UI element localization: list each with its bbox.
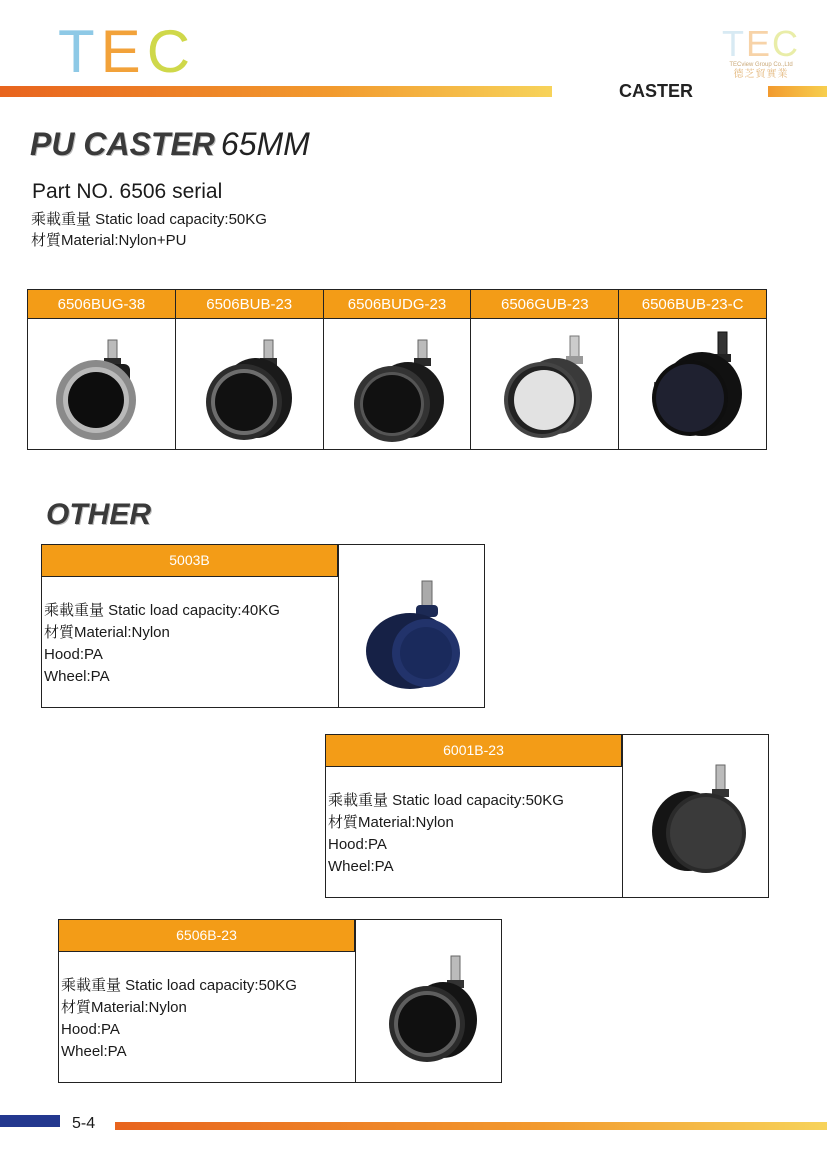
product-table	[27, 289, 767, 450]
caster-wheel-image	[342, 322, 452, 442]
other-product-specs	[61, 975, 297, 1063]
other-product-code: 5003B	[42, 545, 338, 577]
other-product-box-6506b-23	[58, 919, 502, 1083]
caster-wheel-image	[638, 322, 748, 442]
other-product-image-cell	[338, 545, 485, 707]
spec-line: 材質Material:Nylon	[328, 814, 454, 831]
caster-wheel-image	[636, 751, 756, 881]
product-image-cell	[471, 319, 619, 450]
caster-wheel-image	[369, 936, 489, 1066]
product-code-header: 6506BUB-23-C	[619, 290, 767, 319]
footer-gradient-bar	[115, 1122, 827, 1130]
title-size: 65MM	[220, 126, 310, 162]
page-number: 5-4	[72, 1115, 96, 1132]
spec-line: 材質Material:Nylon	[44, 624, 170, 641]
product-code-header: 6506BUDG-23	[323, 290, 471, 319]
spec-line: 材質Material:Nylon	[61, 999, 187, 1016]
page-title	[30, 126, 310, 163]
tec-mini-logo: TEC TECview Group Co.,Ltd 德芝貿實業	[721, 23, 800, 80]
caster-wheel-image	[46, 322, 156, 442]
other-product-image-cell	[355, 920, 502, 1082]
spec-line: Wheel:PA	[328, 858, 394, 875]
product-image-cell	[619, 319, 767, 450]
mini-logo-chinese: 德芝貿實業	[733, 69, 789, 80]
product-code-header: 6506BUG-38	[28, 290, 176, 319]
part-number: Part NO. 6506 serial	[32, 180, 223, 203]
product-code-header: 6506GUB-23	[471, 290, 619, 319]
title-main: PU CASTER	[30, 126, 215, 162]
tec-logo: TEC	[58, 18, 197, 85]
other-product-code: 6506B-23	[59, 920, 355, 952]
spec-line: Wheel:PA	[61, 1043, 127, 1060]
product-image-cell	[323, 319, 471, 450]
spec-line: 乘載重量 Static load capacity:40KG	[44, 602, 280, 619]
product-code-header: 6506BUB-23	[175, 290, 323, 319]
spec-material: 材質Material:Nylon+PU	[31, 232, 187, 249]
other-product-specs	[44, 600, 280, 688]
spec-line: Hood:PA	[61, 1021, 120, 1038]
spec-line: 乘載重量 Static load capacity:50KG	[61, 977, 297, 994]
mini-logo-subtitle: TECview Group Co.,Ltd	[729, 62, 793, 68]
header-gradient-bar	[0, 86, 552, 97]
other-product-image-cell	[622, 735, 769, 897]
section-label: CASTER	[619, 81, 694, 101]
other-product-specs	[328, 790, 564, 878]
caster-wheel-image	[490, 322, 600, 442]
product-image-cell	[28, 319, 176, 450]
spec-load: 乘載重量 Static load capacity:50KG	[31, 211, 267, 228]
product-image-cell	[175, 319, 323, 450]
caster-wheel-image	[194, 322, 304, 442]
header-gradient-bar-right	[768, 86, 827, 97]
spec-line: Hood:PA	[328, 836, 387, 853]
spec-line: Hood:PA	[44, 646, 103, 663]
spec-line: 乘載重量 Static load capacity:50KG	[328, 792, 564, 809]
other-product-box-5003b	[41, 544, 485, 708]
other-title: OTHER	[46, 498, 151, 531]
caster-wheel-image	[352, 561, 472, 691]
other-product-box-6001b-23	[325, 734, 769, 898]
spec-line: Wheel:PA	[44, 668, 110, 685]
other-product-code: 6001B-23	[326, 735, 622, 767]
footer-navy-bar	[0, 1115, 60, 1127]
